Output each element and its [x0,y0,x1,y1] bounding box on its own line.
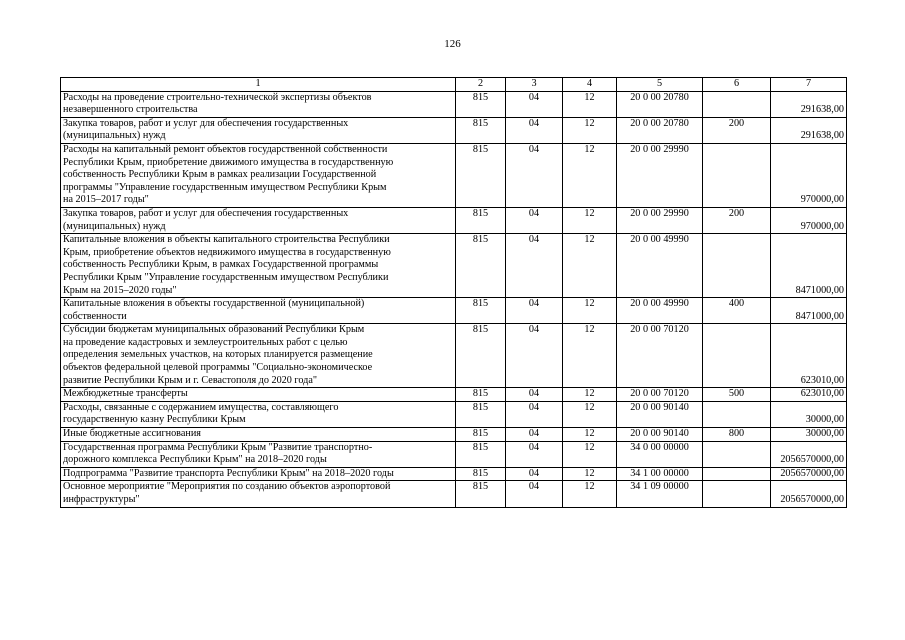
header-row [61,78,847,92]
expense-name-text: Закупка товаров, работ и услуг для обеспечения государственных (муниципальных) нужд [63,117,349,142]
expense-name-cell [61,117,456,143]
amount-cell: 2056570000,00 [771,441,847,467]
header-cell: 7 [771,78,847,92]
section-code-cell: 04 [506,91,563,117]
table-row [61,401,847,427]
expense-name-cell [61,441,456,467]
grbs-code-cell: 815 [456,401,506,427]
target-article-cell: 20 0 00 90140 [617,428,703,442]
amount-cell: 30000,00 [771,428,847,442]
expense-name-cell [61,481,456,507]
amount-cell: 291638,00 [771,117,847,143]
grbs-code-cell: 815 [456,467,506,481]
grbs-code-cell: 815 [456,298,506,324]
grbs-code-cell: 815 [456,117,506,143]
expense-name-text: Субсидии бюджетам муниципальных образований Республики Крым на проведение кадастровых и землеустроительных работ с целью определения земельных участков, на которых планируется размещение объектов федеральной целевой программы "Социально-экономическое развитие Республики Крым и г. Севастополя до 2020 года" [63,324,373,386]
expense-type-cell [703,441,771,467]
section-code-cell: 04 [506,481,563,507]
expense-type-cell: 200 [703,117,771,143]
target-article-cell: 20 0 00 29990 [617,143,703,207]
grbs-code-cell: 815 [456,388,506,402]
grbs-code-cell: 815 [456,234,506,298]
expense-name-cell [61,428,456,442]
subsection-code-cell: 12 [563,91,617,117]
expense-type-cell [703,324,771,388]
page-number: 126 [444,38,461,50]
expense-name-text: Государственная программа Республики Крым "Развитие транспортно- дорожного комплекса Республики Крым" на 2018–2020 годы [63,441,373,466]
expense-name-cell [61,401,456,427]
amount-cell: 970000,00 [771,143,847,207]
section-code-cell: 04 [506,207,563,233]
header-cell: 1 [61,78,456,92]
expense-name-cell [61,91,456,117]
header-cell: 3 [506,78,563,92]
grbs-code-cell: 815 [456,428,506,442]
grbs-code-cell: 815 [456,207,506,233]
table-row [61,467,847,481]
table-row [61,143,847,207]
expense-type-cell [703,401,771,427]
expense-type-cell [703,91,771,117]
subsection-code-cell: 12 [563,428,617,442]
table-row [61,207,847,233]
expense-type-cell [703,467,771,481]
section-code-cell: 04 [506,324,563,388]
expense-type-cell [703,234,771,298]
grbs-code-cell: 815 [456,91,506,117]
subsection-code-cell: 12 [563,481,617,507]
expense-type-cell [703,143,771,207]
target-article-cell: 20 0 00 90140 [617,401,703,427]
amount-cell: 8471000,00 [771,298,847,324]
subsection-code-cell: 12 [563,234,617,298]
subsection-code-cell: 12 [563,143,617,207]
header-cell: 5 [617,78,703,92]
amount-cell: 623010,00 [771,388,847,402]
subsection-code-cell: 12 [563,441,617,467]
section-code-cell: 04 [506,298,563,324]
expense-name-text: Капитальные вложения в объекты государственной (муниципальной) собственности [63,298,365,322]
target-article-cell: 20 0 00 20780 [617,91,703,117]
expense-type-cell [703,481,771,507]
table-row [61,298,847,324]
subsection-code-cell: 12 [563,467,617,481]
section-code-cell: 04 [506,467,563,481]
subsection-code-cell: 12 [563,401,617,427]
grbs-code-cell: 815 [456,441,506,467]
section-code-cell: 04 [506,143,563,207]
amount-cell: 8471000,00 [771,234,847,298]
expense-name-cell [61,388,456,402]
section-code-cell: 04 [506,401,563,427]
table-row [61,117,847,143]
target-article-cell: 20 0 00 29990 [617,207,703,233]
expense-name-text: Межбюджетные трансферты [63,388,188,400]
grbs-code-cell: 815 [456,324,506,388]
expense-name-text: Расходы, связанные с содержанием имущества, составляющего государственную казну Республики Крым [63,401,339,426]
target-article-cell: 34 1 09 00000 [617,481,703,507]
expense-name-text: Расходы на проведение строительно-технической экспертизы объектов незавершенного строительства [63,91,372,116]
amount-cell: 30000,00 [771,401,847,427]
table-row [61,234,847,298]
expense-name-cell [61,467,456,481]
target-article-cell: 20 0 00 70120 [617,324,703,388]
target-article-cell: 20 0 00 20780 [617,117,703,143]
expense-name-text: Подпрограмма "Развитие транспорта Республики Крым" на 2018–2020 годы [63,467,394,479]
expense-type-cell: 200 [703,207,771,233]
table-row [61,388,847,402]
target-article-cell: 20 0 00 49990 [617,234,703,298]
expense-name-cell [61,234,456,298]
expense-type-cell: 800 [703,428,771,442]
expense-name-text: Капитальные вложения в объекты капитального строительства Республики Крым, приобретение объектов недвижимого имущества в государственную собственность Республики Крым, в рамках Государственной программы Республики Крым "Управление государственным имуществом Республики Крым на 2015–2020 годы" [63,234,391,296]
section-code-cell: 04 [506,117,563,143]
grbs-code-cell: 815 [456,143,506,207]
section-code-cell: 04 [506,428,563,442]
expense-name-cell [61,324,456,388]
target-article-cell: 20 0 00 70120 [617,388,703,402]
target-article-cell: 34 0 00 00000 [617,441,703,467]
expense-name-text: Закупка товаров, работ и услуг для обеспечения государственных (муниципальных) нужд [63,207,349,232]
header-cell: 4 [563,78,617,92]
expense-name-cell [61,298,456,324]
expense-name-cell [61,143,456,207]
target-article-cell: 34 1 00 00000 [617,467,703,481]
section-code-cell: 04 [506,388,563,402]
table-row [61,428,847,442]
expense-name-text: Основное мероприятие "Мероприятия по созданию объектов аэропортовой инфраструктуры" [63,481,391,505]
table-row [61,324,847,388]
subsection-code-cell: 12 [563,298,617,324]
expense-name-text: Иные бюджетные ассигнования [63,428,201,440]
subsection-code-cell: 12 [563,117,617,143]
amount-cell: 2056570000,00 [771,481,847,507]
table-row [61,441,847,467]
header-cell: 2 [456,78,506,92]
subsection-code-cell: 12 [563,324,617,388]
budget-table [60,77,847,508]
expense-type-cell: 500 [703,388,771,402]
expense-name-text: Расходы на капитальный ремонт объектов государственной собственности Республики Крым, приобретение движимого имущества в государственную собственность Республики Крым в рамках реализации Государственной программы "Управление государственным имуществом Республики Крым на 2015–2017 годы" [63,143,394,206]
table-row [61,91,847,117]
amount-cell: 970000,00 [771,207,847,233]
subsection-code-cell: 12 [563,207,617,233]
target-article-cell: 20 0 00 49990 [617,298,703,324]
amount-cell: 2056570000,00 [771,467,847,481]
expense-name-cell [61,207,456,233]
expense-type-cell: 400 [703,298,771,324]
grbs-code-cell: 815 [456,481,506,507]
amount-cell: 291638,00 [771,91,847,117]
section-code-cell: 04 [506,441,563,467]
header-cell: 6 [703,78,771,92]
amount-cell: 623010,00 [771,324,847,388]
subsection-code-cell: 12 [563,388,617,402]
table-body [61,91,847,507]
section-code-cell: 04 [506,234,563,298]
table-row [61,481,847,507]
